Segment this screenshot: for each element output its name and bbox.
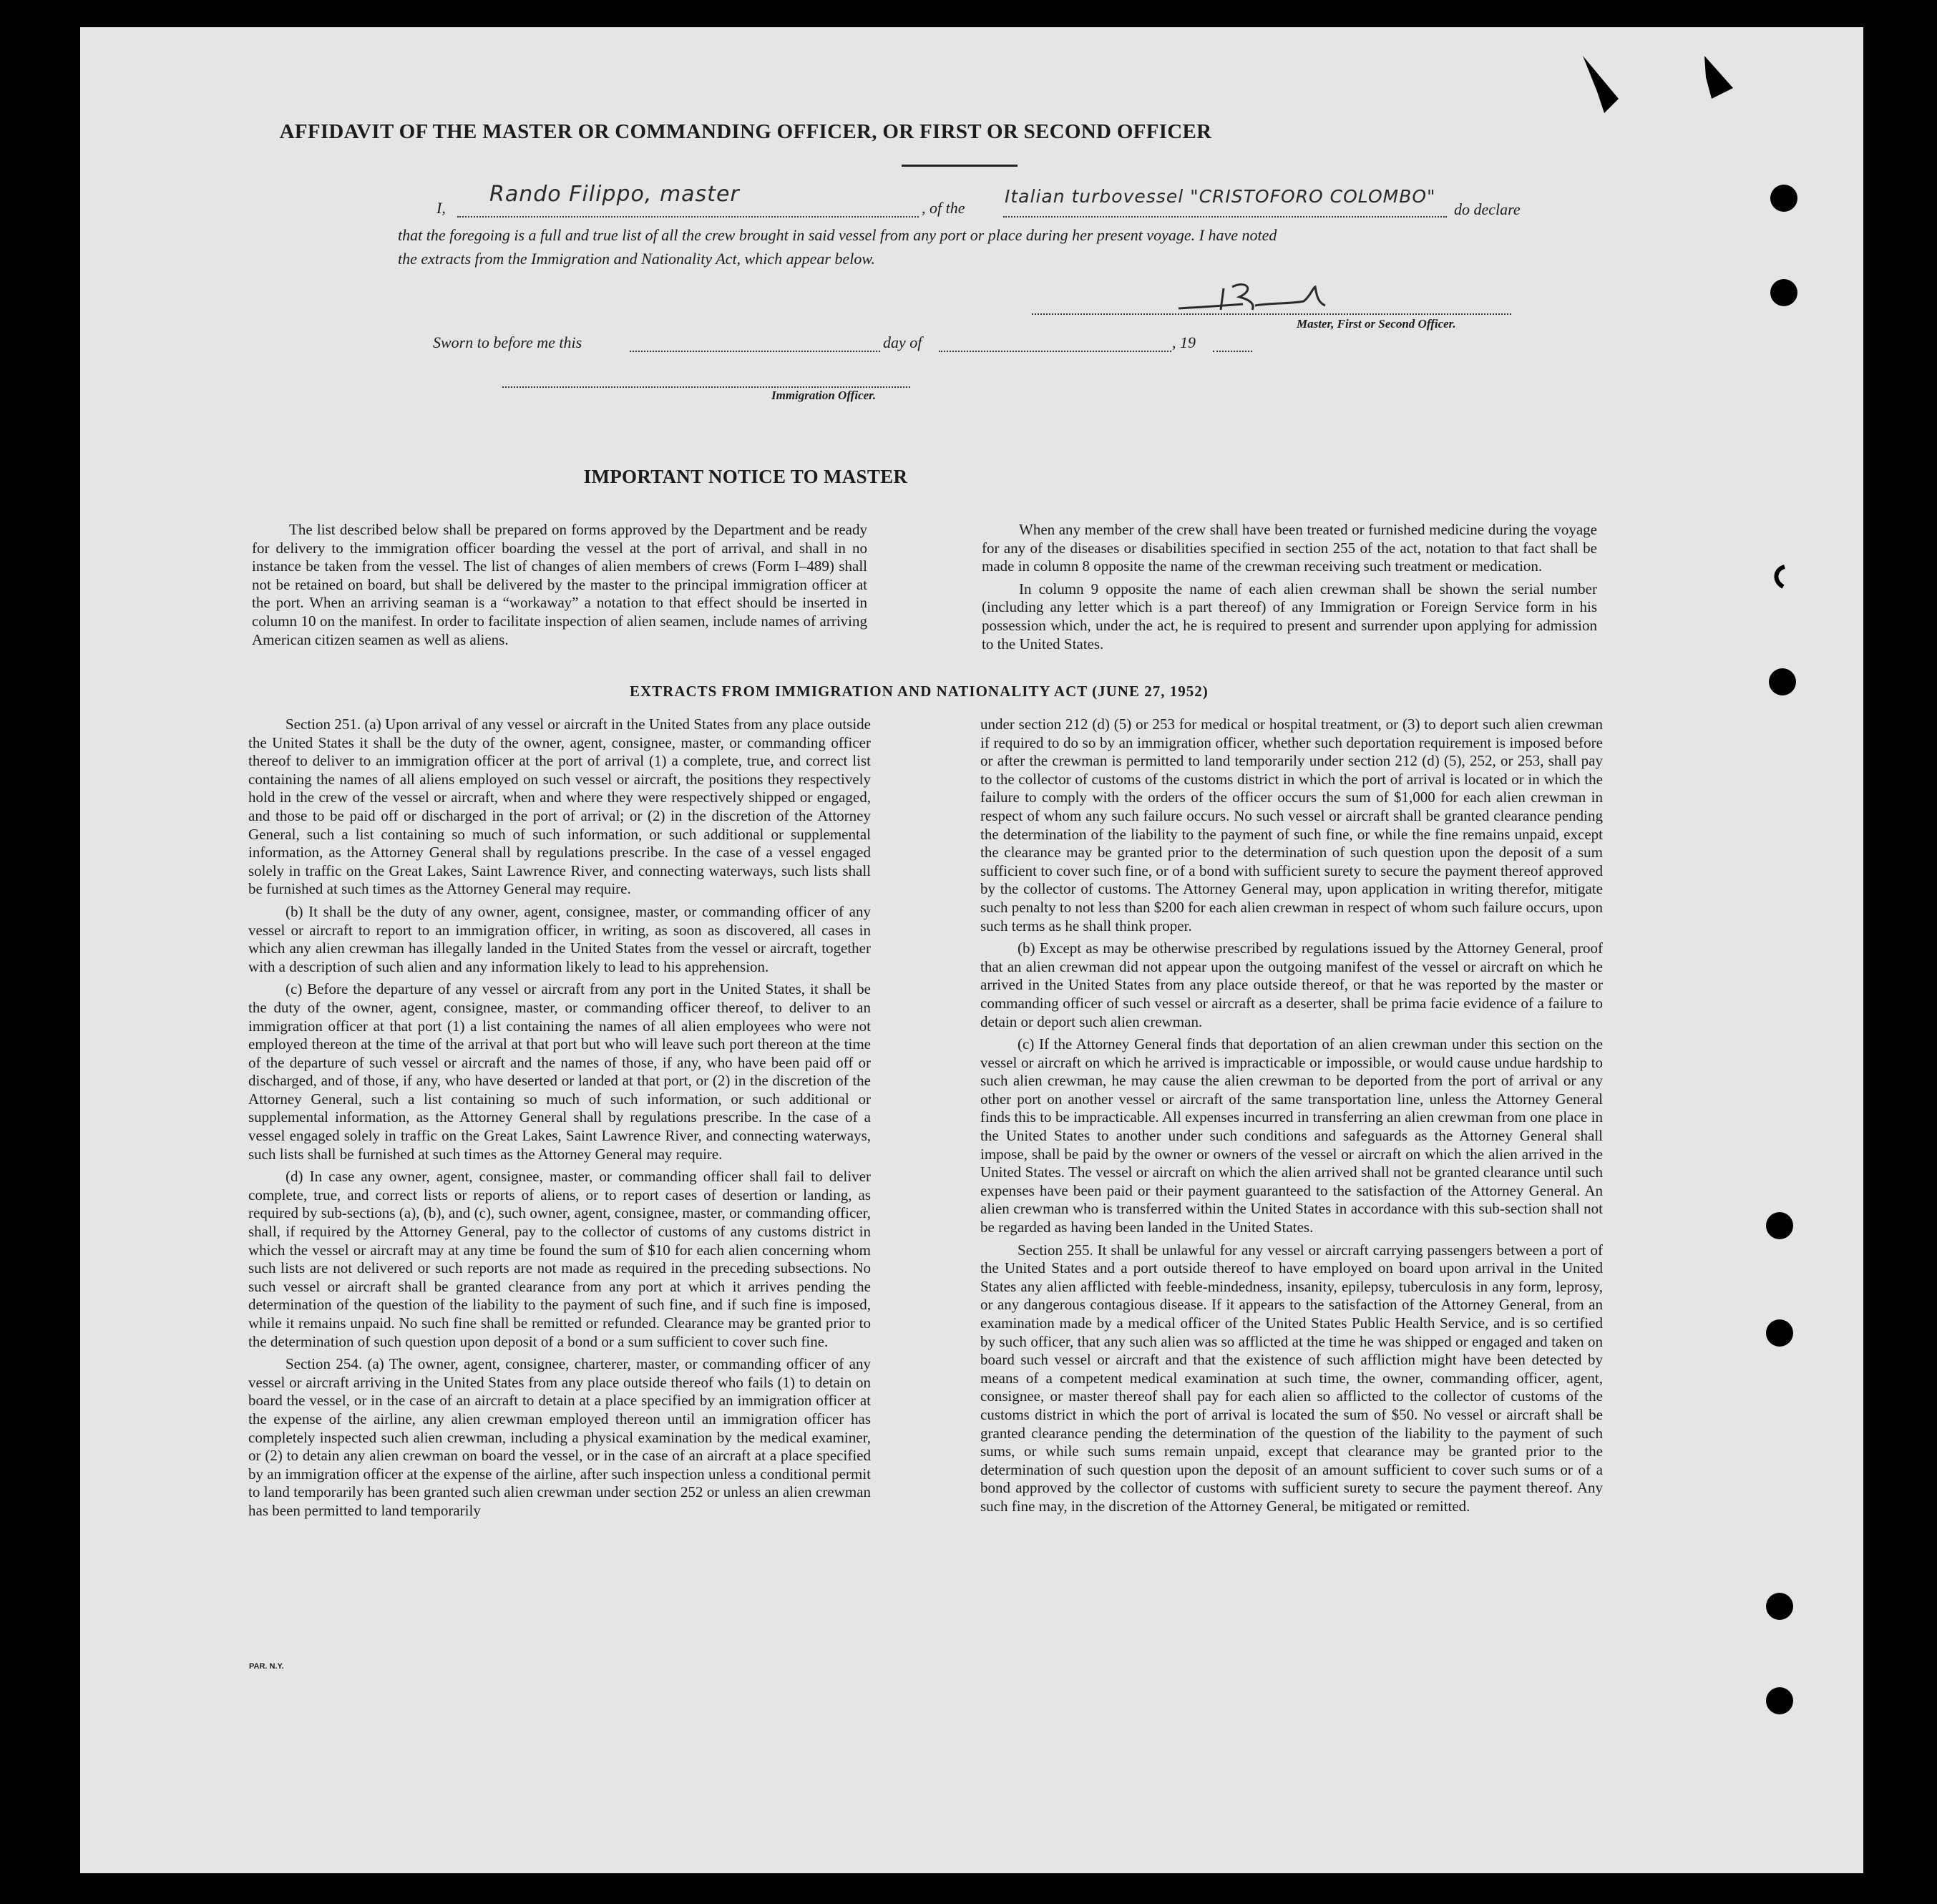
declaration-I: I, [436, 199, 446, 217]
handwritten-master-name: Rando Filippo, master [489, 182, 740, 207]
punch-hole [1766, 1687, 1793, 1714]
punch-hole [1766, 1593, 1793, 1620]
master-signature [1175, 274, 1340, 317]
name-field-line [457, 216, 919, 218]
punch-hole [1769, 668, 1796, 695]
sworn-day-of: day of [883, 333, 922, 351]
sworn-year-line [1213, 351, 1252, 352]
notice-left-text: The list described below shall be prepared on forms approved by the Department and be ready for delivery to the immigration officer boarding the vessel at the port of arrival, and shall in no instance be taken from the vessel. The list of changes of alien members of crews (Form I–489) shall not be retained on board, but shall be delivered by the master to the principal immigration officer at the port. When an arriving seaman is a “workaway” a notation to that effect should be inserted in column 10 on the manifest. In order to facilitate inspection of alien seamen, include names of arriving American citizen seamen as well as aliens. [252, 521, 867, 648]
declaration-of-the: , of the [922, 199, 965, 217]
affidavit-title: AFFIDAVIT OF THE MASTER OR COMMANDING OFFICER, OR FIRST OR SECOND OFFICER [279, 120, 1212, 143]
declaration-statement-line1: that the foregoing is a full and true list of all the crew brought in said vessel from any port or place during her present voyage. I have noted [398, 226, 1277, 244]
notice-left-column [252, 521, 867, 653]
section-254-a-continued: under section 212 (d) (5) or 253 for medical or hospital treatment, or (3) to deport such alien crewman if required to do so by an immigration officer, whether such deportation requirement is imposed before or after the crewman is permitted to land temporarily under section 212 (d) (5), 252, or 253, shall pay to the collector of customs of the customs district in which the port of arrival is located or in which the failure to comply with the orders of the officer occurs the sum of $1,000 for each alien crewman in respect of whom any such failure occurs. No such vessel or aircraft shall be granted clearance pending the determination of the liability to the payment of such fine, or while the fine remains unpaid, except the clearance may be granted prior to the determination of such question upon the deposit of a sum sufficient to cover such fine, or of a bond with sufficient surety to secure the payment thereof approved by the collector of customs. The Attorney General may, upon application in writing therefor, mitigate such penalty to not less than $200 for each alien crewman in respect of whom such failure occurs, upon such terms as he shall think proper. [980, 716, 1603, 934]
sworn-year: , 19 [1172, 333, 1196, 351]
section-255: Section 255. It shall be unlawful for any vessel or aircraft carrying passengers between a port of the United States and a port outside thereof to have employed on board upon arrival in the United States any alien afflicted with feeble-mindedness, insanity, epilepsy, tuberculosis in any form, leprosy, or any dangerous contagious disease. If it appears to the satisfaction of the Attorney General, from an examination made by a medical officer of the United States Public Health Service, and is so certified by such officer, that any such alien was so afflicted at the time he was shipped or engaged and taken on board such vessel or aircraft and that the existence of such affliction might have been detected by means of a competent medical examination at such time, the owner, commanding officer, agent, consignee, or master thereof shall pay for each alien so afflicted to the collector of customs of the customs district in which the port of arrival is located the sum of $50. No vessel or aircraft shall be granted clearance pending the determination of the question of the liability to the payment of such sums, or while such sums remain unpaid, except that clearance may be granted prior to the determination of such question upon the deposit of an amount sufficient to cover such sums or of a bond approved by the collector of customs with sufficient surety to secure the payment thereof. Any such fine may, in the discretion of the Attorney General, be mitigated or remitted. [980, 1241, 1603, 1515]
section-254-b: (b) Except as may be otherwise prescribed by regulations issued by the Attorney General, proof that an alien crewman did not appear upon the outgoing manifest of the vessel or aircraft on which he arrived in the United States from any place outside thereof, or that he was reported by the master or commanding officer of such vessel or aircraft as a deserter, shall be prima facie evidence of a failure to detain or deport such alien crewman. [980, 939, 1603, 1030]
section-254-c: (c) If the Attorney General finds that deportation of an alien crewman under this section on the vessel or aircraft on which he arrived is impracticable or impossible, or would cause undue hardship to such alien crewman, he may cause the alien crewman to be deported from the port of arrival or any other port on another vessel or aircraft of the same transportation line, unless the Attorney General finds this to be impracticable. All expenses incurred in transferring an alien crewman from one place in the United States to another under such conditions and safeguards as the Attorney General shall impose, shall be paid by the owner or owners of the vessel or aircraft on which the alien arrived in the United States. The vessel or aircraft on which the alien arrived shall not be granted clearance until such expenses have been paid or their payment guaranteed to the satisfaction of the Attorney General. An alien crewman who is transferred within the United States in accordance with this sub-section shall not be regarded as having been landed in the United States. [980, 1035, 1603, 1236]
declaration-statement-line2: the extracts from the Immigration and Nationality Act, which appear below. [398, 250, 875, 268]
sworn-month-line [939, 351, 1171, 352]
vessel-field-line [1003, 216, 1447, 218]
notice-title: IMPORTANT NOTICE TO MASTER [583, 466, 908, 487]
extracts-right-column [980, 716, 1603, 1520]
section-251-a: Section 251. (a) Upon arrival of any vessel or aircraft in the United States from any place outside the United States it shall be the duty of the owner, agent, consignee, master, or commanding officer thereof to deliver to an immigration officer at the port of arrival (1) a complete, true, and correct list containing the names of all aliens employed on such vessel or aircraft, the positions they respectively hold in the crew of the vessel or aircraft, when and where they were respectively shipped or engaged, and those to be paid off or discharged in the port of arrival; or (2) in the discretion of the Attorney General, such a list containing so much of such information, or such additional or supplemental information, as the Attorney General shall by regulations prescribe. In the case of a vessel engaged solely in traffic on the Great Lakes, Saint Lawrence River, and connecting waterways, such lists shall be furnished at such times as the Attorney General may require. [248, 716, 871, 898]
handwritten-vessel-name: Italian turbovessel "CRISTOFORO COLOMBO" [1005, 186, 1436, 207]
punch-hole [1770, 185, 1797, 212]
immigration-officer-signature-line [502, 386, 910, 388]
sworn-day-line [630, 351, 880, 352]
printer-mark: PAR. N.Y. [249, 1662, 284, 1671]
sworn-label: Sworn to before me this [433, 333, 582, 351]
punch-hole [1766, 1212, 1793, 1239]
master-signature-caption: Master, First or Second Officer. [1297, 317, 1456, 331]
notice-right-p1: When any member of the crew shall have been treated or furnished medicine during the voyage for any of the diseases or disabilities specified in section 255 of the act, notation to that fact shall be made in column 8 opposite the name of the crewman receiving such treatment or medication. [982, 521, 1597, 575]
extracts-left-column [248, 716, 871, 1525]
corner-ink-mark [1576, 49, 1654, 120]
section-251-b: (b) It shall be the duty of any owner, agent, consignee, master, or commanding officer of any vessel or aircraft to report to an immigration officer, in writing, as soon as discovered, all cases in which any alien crewman has illegally landed in the United States from the vessel or aircraft, together with a description of such alien and any information likely to lead to his apprehension. [248, 902, 871, 975]
immigration-officer-caption: Immigration Officer. [771, 389, 877, 402]
edge-ink-mark [1769, 562, 1790, 591]
punch-hole [1770, 279, 1797, 306]
section-251-c: (c) Before the departure of any vessel or aircraft from any port in the United States, it shall be the duty of the owner, agent, consignee, master, or commanding officer thereof, to deliver to an immigration officer at that port (1) a list containing the names of all alien employees who were not employed thereon at the time of the arrival at that port but who will leave such port thereon at the time of the departure of such vessel or aircraft and the names of those, if any, who have been paid off or discharged, and of those, if any, who have deserted or landed at that port, or (2) in the discretion of the Attorney General, such a list containing so much of such information, or such additional or supplemental information, as the Attorney General shall by regulations prescribe. In the case of a vessel engaged solely in traffic on the Great Lakes, Saint Lawrence River, and connecting waterways, such lists shall be furnished at such times as the Attorney General may require. [248, 980, 871, 1163]
section-254-a: Section 254. (a) The owner, agent, consignee, charterer, master, or commanding officer of any vessel or aircraft arriving in the United States from any place outside thereof who fails (1) to detain on board the vessel, or in the case of an aircraft to detain at a place specified by an immigration officer at the expense of the airline, any alien crewman employed thereon until an immigration officer has completely inspected such alien crewman, including a physical examination by the medical examiner, or (2) to detain any alien crewman on board the vessel, or in the case of an aircraft at a place specified by an immigration officer at the expense of the airline, after such inspection unless a conditional permit to land temporarily has been granted such alien crewman under section 252 or unless an alien crewman has been permitted to land temporarily [248, 1355, 871, 1519]
section-251-d: (d) In case any owner, agent, consignee, master, or commanding officer shall fail to deliver complete, true, and correct lists or reports of aliens, or to report cases of desertion or landing, as required by sub-sections (a), (b), and (c), such owner, agent, consignee, master, or commanding officer, shall, if required by the Attorney General, pay to the collector of customs of any customs district in which the vessel or aircraft may at any time be found the sum of $10 for each alien concerning whom such lists are not delivered or such reports are not made as required in the preceding subsections. No such vessel or aircraft shall be granted clearance from any port at which it arrives pending the determination of the question of the liability to the payment of such fine, and if such fine is imposed, while it remains unpaid. No such fine shall be remitted or refunded. Clearance may be granted prior to the determination of such question upon deposit of a bond or a sum sufficient to cover such fine. [248, 1168, 871, 1350]
notice-right-p2: In column 9 opposite the name of each alien crewman shall be shown the serial number (including any letter which is a part thereof) of any Immigration or Foreign Service form in his possession which, under the act, he is required to present and surrender upon applying for admission to the United States. [982, 580, 1597, 653]
extracts-title: EXTRACTS FROM IMMIGRATION AND NATIONALITY ACT (JUNE 27, 1952) [630, 683, 1209, 700]
declaration-do-declare: do declare [1454, 200, 1521, 218]
corner-ink-mark [1690, 49, 1747, 106]
document-page [80, 27, 1863, 1873]
master-signature-line [1032, 313, 1511, 315]
notice-right-column [982, 521, 1597, 658]
title-underline [902, 165, 1018, 167]
punch-hole [1766, 1319, 1793, 1347]
